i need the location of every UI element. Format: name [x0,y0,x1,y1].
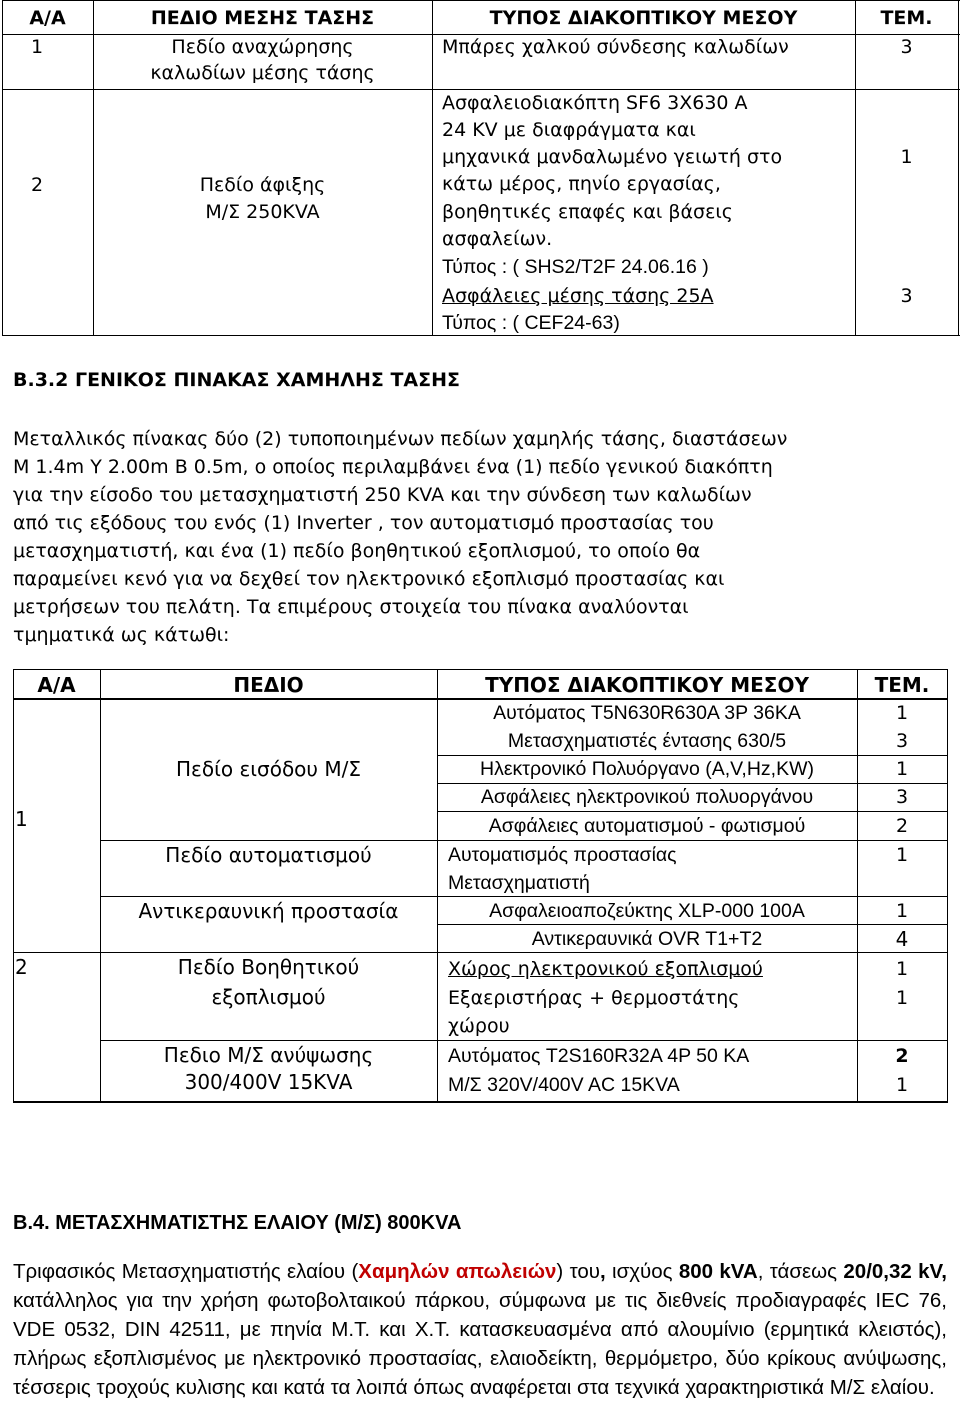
table-border [100,840,948,841]
section-paragraph [13,1257,947,1402]
item-description: Μετασχηματιστή [448,872,590,894]
row-number: 2 [15,955,28,979]
paragraph-text: ) του [556,1260,600,1283]
field-label: Πεδίο Βοηθητικού [177,955,360,979]
item-quantity: 3 [900,36,913,58]
field-label: Αντικεραυνική προστασία [138,899,399,923]
item-description: Ασφάλειες μέσης τάσης 25Α [442,285,714,307]
header-aa: Α/Α [37,673,76,697]
highlight-low-losses: Χαμηλών απωλειών [358,1260,557,1283]
field-label: Πεδίο αυτοματισμού [165,843,372,867]
item-description: Ηλεκτρονικό Πολυόργανο (A,V,Hz,KW) [480,758,814,780]
item-quantity: 4 [895,927,909,951]
item-quantity: 2 [895,815,909,837]
field-label: εξοπλισμού [211,985,326,1009]
item-quantity: 3 [900,285,913,307]
item-description: Μ/Σ 320V/400V AC 15KVA [448,1074,680,1096]
table-border [100,1040,948,1041]
table-border [2,0,960,1]
table-border [432,0,433,336]
field-label: Πεδίο εισόδου Μ/Σ [176,757,361,781]
paragraph-text: κατάλληλος για την χρήση φωτοβολταικού πάρκου, σύμφωνα με τις διεθνείς προδιαγραφές IEC 76, VDE 0532, DIN 42511, με πηνία Μ.Τ. και Χ.Τ. κατασκευασμένα από αλουμίνιο (ερμητικά κλειστός), πλήρως εξοπλισμένος με ηλεκτρονικό προστασίας, ελαιοδείκτη, θερμόμετρο, δύο κρίκους ανύψωσης, τέσσερις τροχούς κυλισης και κατά τα λοιπά όπως αναφέρεται στα τεχνικά χαρακτηριστικά Μ/Σ ελαίου. [13,1289,947,1399]
header-field: ΠΕΔΙΟ ΜΕΣΗΣ ΤΑΣΗΣ [150,7,375,29]
item-description: Μπάρες χαλκού σύνδεσης καλωδίων [442,36,789,58]
paragraph-line: για την είσοδο του μετασχηματιστή 250 KVA και την σύνδεση των καλωδίων [13,484,752,506]
paragraph-text: , [600,1260,606,1283]
item-description: βοηθητικές επαφές και βάσεις [442,201,733,223]
table-border [100,669,101,1103]
table-border [437,924,948,925]
paragraph-text: ισχύος [605,1260,679,1283]
section-heading: Β.3.2 ΓΕΝΙΚΟΣ ΠΙΝΑΚΑΣ ΧΑΜΗΛΗΣ ΤΑΣΗΣ [13,369,460,391]
paragraph-line: Μεταλλικός πίνακας δύο (2) τυποποιημένων πεδίων χαμηλής τάσης, διαστάσεων [13,428,788,450]
item-description: Μετασχηματιστές έντασης 630/5 [507,730,787,752]
power-rating: 800 kVA [678,1260,758,1283]
item-type-code: Τύπος : ( CEF24-63) [442,312,620,334]
paragraph-text: Τριφασικός Μετασχηματιστής ελαίου ( [13,1260,359,1283]
item-description: Χώρος ηλεκτρονικού εξοπλισμού [448,958,763,980]
table-border [100,896,948,897]
item-quantity: 1 [895,844,909,866]
item-description: Αυτοματισμός προστασίας [448,844,677,866]
header-qty: ΤΕΜ. [874,673,930,697]
section-heading: Β.4. ΜΕΤΑΣΧΗΜΑΤΙΣΤΗΣ ΕΛΑΙΟΥ (Μ/Σ) 800KVA [13,1212,462,1234]
item-quantity: 1 [900,146,913,168]
header-field: ΠΕΔΙΟ [233,673,304,697]
voltage-rating: 20/0,32 kV, [843,1260,947,1283]
header-aa: Α/Α [29,7,66,29]
item-description: Αυτόματος T2S160R32A 4P 50 KA [448,1045,750,1067]
paragraph-line: Μ 1.4m Υ 2.00m Β 0.5m, ο οποίος περιλαμβάνει ένα (1) πεδίο γενικού διακόπτη [13,456,773,478]
paragraph-line: παραμείνει κενό για να δεχθεί τον ηλεκτρονικό εξοπλισμό προστασίας και [13,568,725,590]
item-description: Αυτόματος T5N630R630A 3P 36KA [493,702,801,724]
field-label: 300/400V 15KVA [184,1070,353,1094]
table-border [958,0,959,336]
item-quantity: 1 [895,758,909,780]
field-label: Πεδιο Μ/Σ ανύψωσης [163,1043,374,1067]
item-description: Ασφάλειες αυτοματισμού - φωτισμού [488,815,806,837]
row-number: 1 [30,36,44,58]
header-qty: ΤΕΜ. [880,7,933,29]
field-label: Πεδίο άφιξης [199,174,326,196]
table-border [947,669,948,1103]
item-quantity: 1 [895,958,909,980]
item-description: Αντικεραυνικά OVR T1+T2 [531,928,763,950]
table-border [13,669,14,1103]
item-quantity: 1 [895,900,909,922]
paragraph-line: μετρήσεων του πελάτη. Τα επιμέρους στοιχεία του πίνακα αναλύονται [13,596,689,618]
item-quantity: 3 [895,730,909,752]
row-number: 2 [30,174,44,196]
header-type: ΤΥΠΟΣ ΔΙΑΚΟΠΤΙΚΟΥ ΜΕΣΟΥ [489,7,798,29]
header-type: ΤΥΠΟΣ ΔΙΑΚΟΠΤΙΚΟΥ ΜΕΣΟΥ [485,673,809,697]
item-description: Ασφάλειες ηλεκτρονικού πολυοργάνου [480,786,814,808]
item-quantity: 1 [895,702,909,724]
field-label: καλωδίων μέσης τάσης [150,62,375,84]
item-type-code: Τύπος : ( SHS2/T2F 24.06.16 ) [442,256,709,278]
field-label: Πεδίο αναχώρησης [171,36,354,58]
table-border [437,811,948,812]
item-description: μηχανικά μανδαλωμένο γειωτή στο [442,146,783,168]
paragraph-text: , τάσεως [757,1260,838,1283]
paragraph-line: μετασχηματιστή, και ένα (1) πεδίο βοηθητικού εξοπλισμού, το οποίο θα [13,540,701,562]
field-label: Μ/Σ 250KVA [205,201,320,223]
item-quantity: 1 [895,1074,909,1096]
item-description: Εξαεριστήρας + θερμοστάτης [448,987,740,1009]
table-border [13,669,948,670]
item-description: κάτω μέρος, πηνίο εργασίας, [442,173,721,195]
row-number: 1 [15,807,28,831]
item-quantity: 2 [895,1045,909,1067]
item-description: χώρου [448,1015,510,1037]
table-border [13,1101,948,1103]
table-border [13,952,948,953]
item-description: 24 KV με διαφράγματα και [442,119,696,141]
paragraph-line: τμηματικά ως κάτωθι: [13,624,230,646]
paragraph-line: από τις εξόδους του ενός (1) Inverter , τον αυτοματισμό προστασίας του [13,512,714,534]
item-quantity: 3 [895,786,909,808]
item-quantity: 1 [895,987,909,1009]
item-description: Ασφαλειοδιακόπτη SF6 3X630 A [442,92,748,114]
item-description: ασφαλείων. [442,228,553,250]
item-description: Ασφαλειοαποζεύκτης XLP-000 100A [489,900,805,922]
